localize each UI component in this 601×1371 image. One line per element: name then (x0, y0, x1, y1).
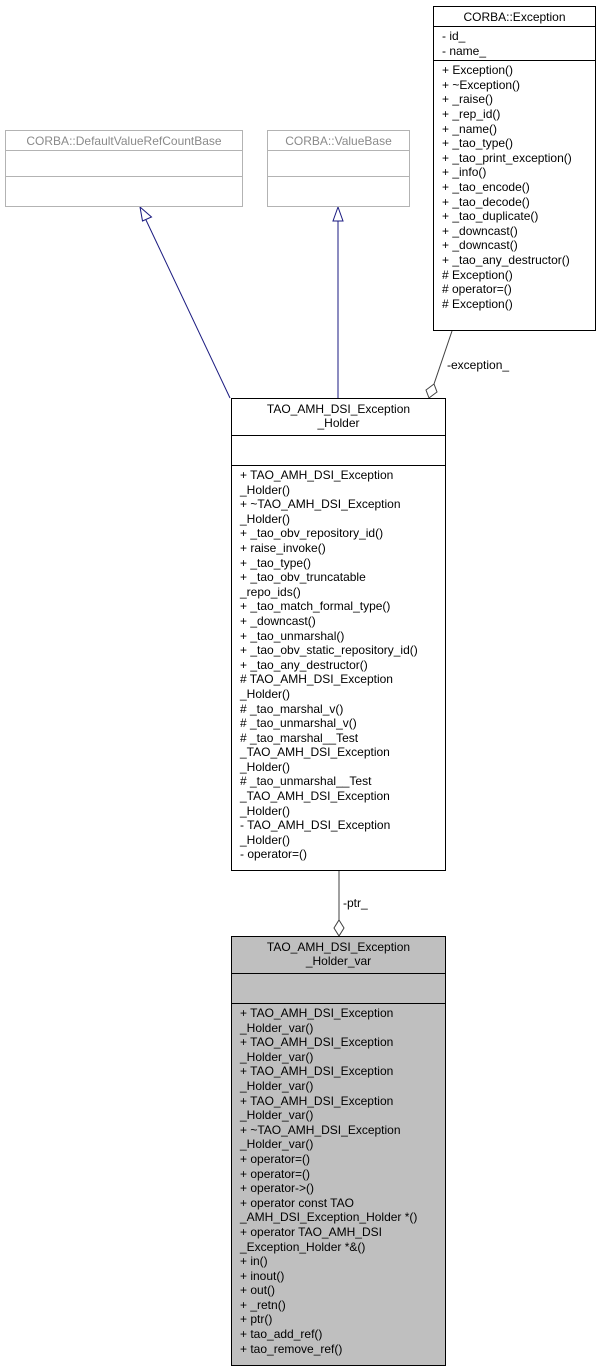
member-line: + operator=() (240, 1151, 311, 1166)
member-line: _Holder_var() (240, 1020, 314, 1035)
member-line: + _tao_match_formal_type() (240, 599, 391, 614)
class-name (232, 399, 445, 435)
inheritance-arrowhead-valuebase (333, 207, 343, 221)
association-label-exception: -exception_ (447, 358, 510, 372)
member-line: + ~Exception() (442, 77, 521, 92)
member-line: + _downcast() (240, 613, 316, 628)
member-line: + out() (240, 1283, 276, 1298)
member-line: + TAO_AMH_DSI_Exception (240, 1064, 394, 1079)
member-line: _TAO_AMH_DSI_Exception (240, 789, 390, 804)
member-line: + TAO_AMH_DSI_Exception (240, 1093, 394, 1108)
member-line: + _tao_print_exception() (442, 150, 572, 165)
member-line: + operator->() (240, 1181, 315, 1196)
member-line: + operator TAO_AMH_DSI (240, 1224, 382, 1239)
member-line: + TAO_AMH_DSI_Exception (240, 468, 394, 482)
member-line: + _rep_id() (442, 106, 501, 121)
member-line: + _tao_obv_static_repository_id() (240, 643, 418, 658)
attributes-section (232, 973, 445, 1003)
member-line: + _downcast() (442, 223, 518, 238)
member-line: _Holder() (240, 686, 291, 701)
member-line: + operator const TAO (240, 1195, 354, 1210)
class-name-line-2: _Holder_var (305, 954, 372, 968)
member-line: # Exception() (442, 296, 513, 311)
methods-section (232, 465, 445, 864)
member-line: + _tao_duplicate() (442, 209, 539, 224)
class-corba-exception (433, 6, 596, 331)
class-name-line-1: TAO_AMH_DSI_Exception (266, 402, 411, 416)
member-line: # _tao_marshal__Test (240, 730, 359, 745)
member-line: + _tao_obv_repository_id() (240, 526, 384, 541)
member-line: + _tao_type() (442, 136, 514, 151)
member-line: _Holder() (240, 759, 291, 774)
member-line: + _tao_decode() (442, 194, 530, 209)
inheritance-arrowhead-refcountbase (140, 207, 152, 221)
member-line: + _retn() (240, 1297, 286, 1312)
member-line: # _tao_marshal_v() (240, 701, 344, 716)
member-line: # TAO_AMH_DSI_Exception (240, 672, 393, 687)
member-line: _Holder() (240, 482, 291, 497)
methods-section (6, 176, 242, 202)
member-line: _TAO_AMH_DSI_Exception (240, 745, 390, 760)
member-line: _repo_ids() (240, 584, 301, 599)
member-line: + ~TAO_AMH_DSI_Exception (240, 1122, 401, 1137)
member-line: + tao_remove_ref() (240, 1341, 343, 1356)
methods-section (232, 1003, 445, 1358)
member-line: _Holder() (240, 511, 291, 526)
member-line: - TAO_AMH_DSI_Exception (240, 818, 391, 833)
class-name: CORBA::DefaultValueRefCountBase (26, 134, 222, 148)
member-line: # Exception() (442, 267, 513, 282)
member-line: + TAO_AMH_DSI_Exception (240, 1035, 394, 1050)
member-line: _Holder_var() (240, 1137, 314, 1152)
class-value-base (267, 130, 410, 207)
member-line: _Holder() (240, 832, 291, 847)
member-line: _Exception_Holder *&() (240, 1239, 366, 1254)
class-tao-amh-dsi-exception-holder-var (231, 936, 446, 1366)
member-line: + in() (240, 1254, 268, 1269)
member-line: - id_ (442, 29, 466, 43)
member-line: + tao_add_ref() (240, 1327, 323, 1342)
member-line: + _name() (442, 121, 498, 136)
attributes-section (232, 435, 445, 465)
member-line: + TAO_AMH_DSI_Exception (240, 1006, 394, 1020)
member-line: + _tao_unmarshal() (240, 628, 345, 643)
member-line: + raise_invoke() (240, 540, 326, 555)
member-line: + _raise() (442, 92, 494, 107)
attributes-section (6, 150, 242, 176)
member-line: + inout() (240, 1268, 285, 1283)
member-line: + _tao_type() (240, 555, 312, 570)
class-name-line-1: TAO_AMH_DSI_Exception (266, 940, 411, 954)
member-line: _Holder_var() (240, 1078, 314, 1093)
methods-section (268, 176, 409, 202)
attributes-section (268, 150, 409, 176)
member-line: # operator=() (442, 282, 512, 297)
member-line: + operator=() (240, 1166, 311, 1181)
member-line: + _info() (442, 165, 487, 180)
member-line: - operator=() (240, 847, 308, 862)
association-diamond-exception (426, 384, 437, 398)
class-name (232, 937, 445, 973)
member-line: + ptr() (240, 1312, 273, 1327)
methods-section (434, 60, 595, 313)
association-label-ptr: -ptr_ (343, 896, 368, 910)
association-diamond-ptr (334, 920, 344, 936)
class-name: CORBA::Exception (463, 10, 566, 24)
member-line: # _tao_unmarshal_v() (240, 716, 357, 731)
inheritance-line-refcountbase (146, 220, 230, 398)
member-line: # _tao_unmarshal__Test (240, 774, 372, 789)
class-tao-amh-dsi-exception-holder (231, 398, 446, 871)
class-name-line-2: _Holder (317, 416, 360, 430)
member-line: + _downcast() (442, 238, 518, 253)
member-line: _Holder_var() (240, 1108, 314, 1123)
member-line: - name_ (442, 43, 487, 58)
member-line: + _tao_any_destructor() (442, 252, 570, 267)
member-line: + ~TAO_AMH_DSI_Exception (240, 497, 401, 512)
attributes-section (434, 26, 595, 60)
member-line: + Exception() (442, 63, 514, 78)
member-line: _Holder() (240, 803, 291, 818)
class-name: CORBA::ValueBase (285, 134, 392, 148)
member-line: _Holder_var() (240, 1049, 314, 1064)
member-line: _AMH_DSI_Exception_Holder *() (240, 1210, 418, 1225)
member-line: + _tao_obv_truncatable (240, 570, 366, 585)
member-line: + _tao_any_destructor() (240, 657, 368, 672)
class-default-value-ref-count-base (5, 130, 243, 207)
member-line: + _tao_encode() (442, 179, 530, 194)
